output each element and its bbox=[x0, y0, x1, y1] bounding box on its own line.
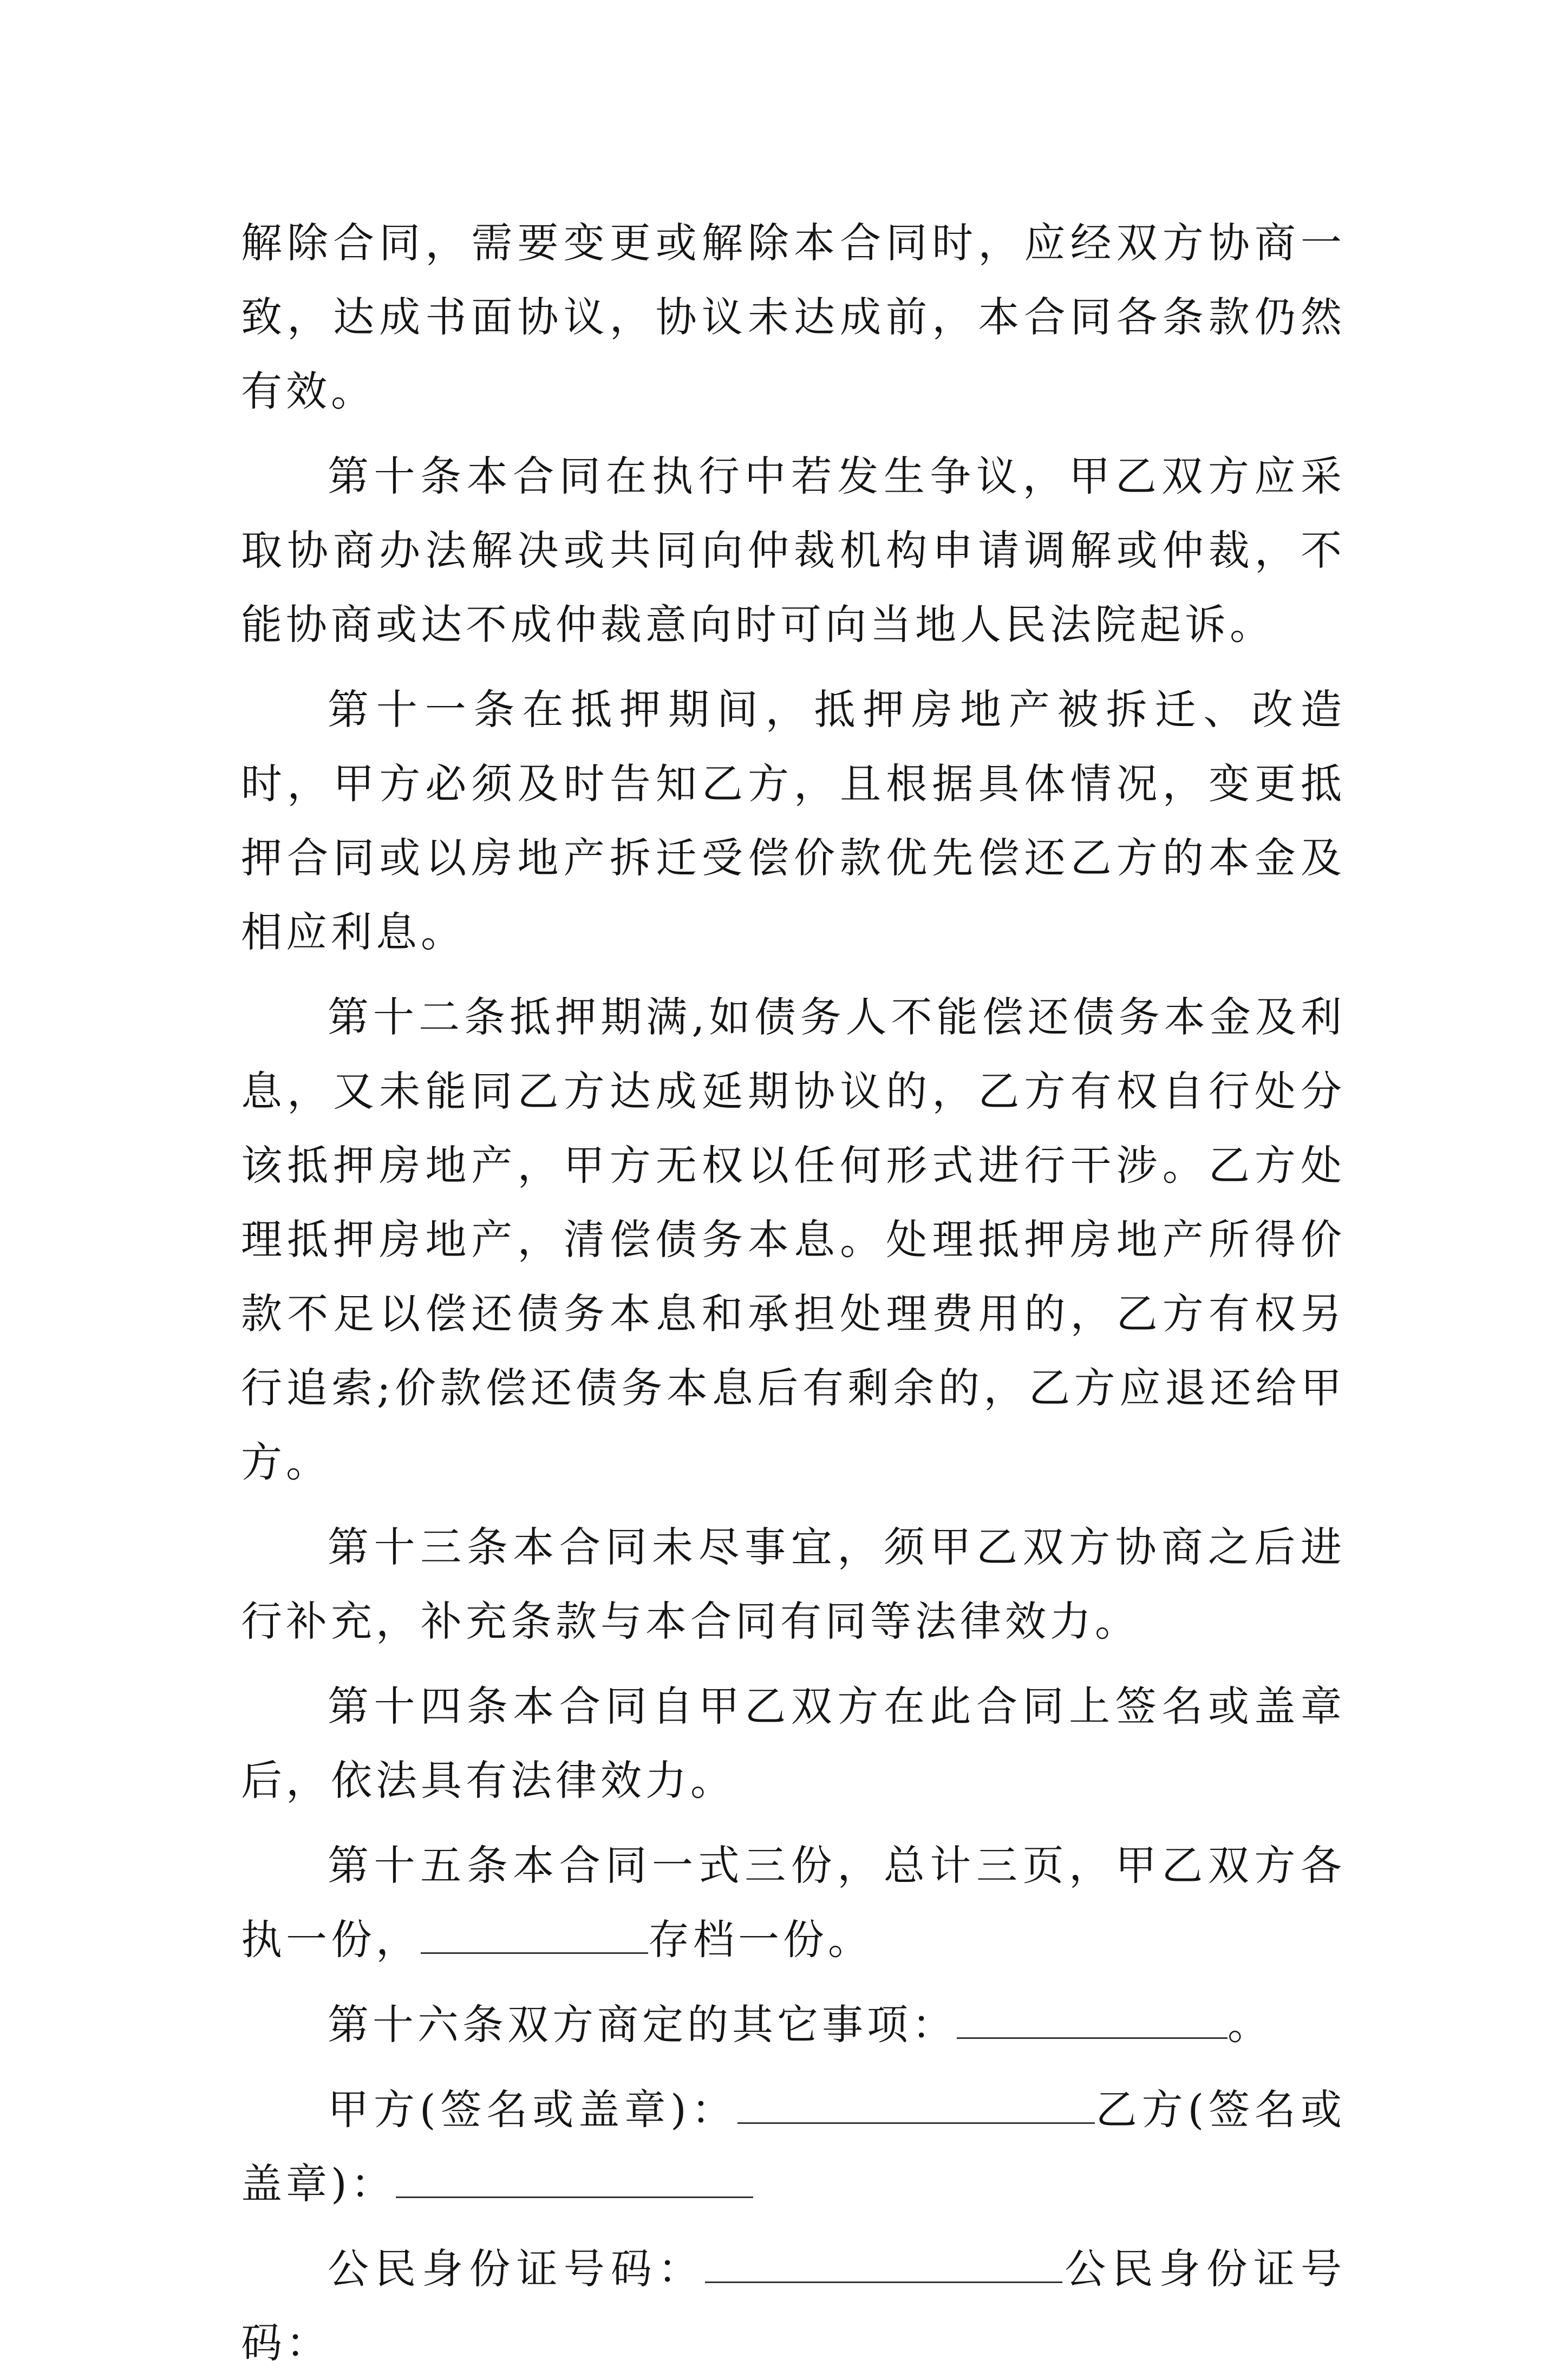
paragraph-text: 甲方(签名或盖章)： bbox=[328, 2085, 737, 2134]
contract-paragraph bbox=[241, 672, 1346, 969]
contract-paragraph bbox=[241, 1510, 1346, 1658]
paragraph-text: 公民身份证号码： bbox=[241, 2245, 1346, 2367]
paragraph-text: 解除合同，需要变更或解除本合同时，应经双方协商一致，达成书面协议，协议未达成前，本合同各条款仍然有效。 bbox=[241, 219, 1346, 415]
party-b-signature-blank[interactable] bbox=[396, 2164, 753, 2198]
other-matters-blank[interactable] bbox=[957, 2005, 1228, 2039]
contract-paragraph bbox=[241, 2072, 1346, 2221]
party-a-id-blank[interactable] bbox=[705, 2249, 1062, 2283]
paragraph-text: 第十二条抵押期满,如债务人不能偿还债务本金及利息，又未能同乙方达成延期协议的，乙方有权自行处分该抵押房地产，甲方无权以任何形式进行干涉。乙方处理抵押房地产，清偿债务本息。处理抵押房地产所得价款不足以偿还债务本息和承担处理费用的，乙方有权另行追索;价款偿还债务本息后有剩余的，乙方应退还给甲方。 bbox=[241, 993, 1346, 1486]
paragraph-text: 第十六条双方商定的其它事项： bbox=[328, 2000, 957, 2049]
contract-paragraph bbox=[241, 1987, 1346, 2062]
contract-paragraph bbox=[241, 980, 1346, 1499]
contract-paragraph bbox=[241, 1828, 1346, 1977]
paragraph-text: 。 bbox=[1228, 2000, 1272, 2049]
contract-paragraph bbox=[241, 1669, 1346, 1817]
party-a-signature-blank[interactable] bbox=[737, 2090, 1095, 2124]
contract-paragraph bbox=[241, 206, 1346, 428]
paragraph-text: 第十条本合同在执行中若发生争议，甲乙双方应采取协商办法解决或共同向仲裁机构申请调解或仲裁，不能协商或达不成仲裁意向时可向当地人民法院起诉。 bbox=[241, 452, 1346, 649]
paragraph-text: 第十四条本合同自甲乙双方在此合同上签名或盖章后，依法具有法律效力。 bbox=[241, 1682, 1346, 1804]
contract-paragraph bbox=[241, 2232, 1346, 2380]
archive-party-blank[interactable] bbox=[421, 1920, 648, 1954]
paragraph-text: 公民身份证号码： bbox=[328, 2245, 706, 2293]
contract-body bbox=[241, 206, 1346, 2380]
paragraph-text: 第十五条本合同一式三份，总计三页，甲乙双方各执一份， bbox=[241, 1841, 1346, 1964]
paragraph-text: 存档一份。 bbox=[648, 1915, 873, 1964]
paragraph-text: 第十一条在抵押期间，抵押房地产被拆迁、改造时，甲方必须及时告知乙方，且根据具体情况，变更抵押合同或以房地产拆迁受偿价款优先偿还乙方的本金及相应利息。 bbox=[241, 685, 1346, 956]
contract-paragraph bbox=[241, 439, 1346, 662]
contract-page bbox=[241, 206, 1346, 2380]
paragraph-text: 乙方(签名或盖章)： bbox=[241, 2085, 1346, 2208]
paragraph-text: 第十三条本合同未尽事宜，须甲乙双方协商之后进行补充，补充条款与本合同有同等法律效力。 bbox=[241, 1523, 1346, 1645]
